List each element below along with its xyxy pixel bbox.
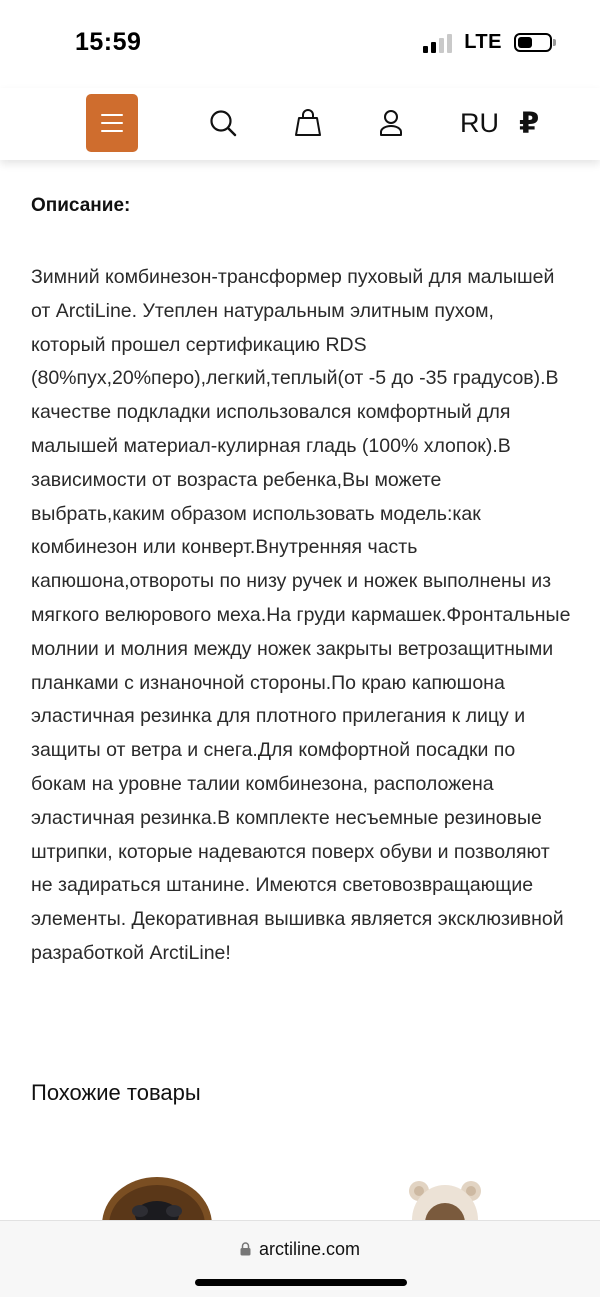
- user-icon: [374, 106, 408, 140]
- site-header: [0, 88, 600, 160]
- similar-products-title: Похожие товары: [31, 1080, 201, 1105]
- battery-icon: [514, 33, 552, 52]
- account-button[interactable]: [374, 106, 408, 140]
- description-text: Зимний комбинезон-трансформер пуховый для малышей от ArctiLine. Утеплен натуральным элитным пухом, который прошел сертификацию RDS (80%пух,20%перо),легкий,теплый(от -5 до -35 градусов).В качестве подкладки использовался комфортный для малышей материал-кулирная гладь (100% хлопок).В зависимости от возраста ребенка,Вы можете выбрать,каким образом использовать модель:как комбинезон или конверт.Внутренняя часть капюшона,отвороты по низу ручек и ножек выполнены из мягкого велюрового меха.На груди кармашек.Фронтальные молнии и молния между ножек закрыты ветрозащитными планками с изнаночной стороны.По краю капюшона эластичная резинка для плотного прилегания к лицу и защиты от ветра и снега.Для комфортной посадки по бокам на уровне талии комбинезона, расположена эластичная резинка.В комплекте несъемные резиновые штрипки, которые надеваются поверх обуви и позволяют не задираться штанине. Имеются световозвращающие элементы. Декоративная вышивка является эксклюзивной разработкой ArctiLine!: [31, 266, 571, 964]
- status-indicators: [423, 31, 552, 54]
- hamburger-menu-icon: [101, 114, 123, 116]
- product-description: [31, 195, 571, 971]
- currency-switcher[interactable]: ₽: [519, 108, 540, 140]
- similar-product-image-2[interactable]: [405, 1175, 485, 1225]
- product-photo-fur-hood: [100, 1175, 215, 1225]
- browser-address-bar[interactable]: [0, 1220, 600, 1297]
- similar-product-image-1[interactable]: [100, 1175, 215, 1225]
- search-button[interactable]: [206, 106, 240, 140]
- signal-icon: [423, 33, 452, 53]
- menu-button[interactable]: [86, 94, 138, 152]
- cart-button[interactable]: [291, 106, 325, 140]
- shopping-bag-icon: [291, 106, 325, 140]
- status-bar: [0, 0, 600, 88]
- home-indicator[interactable]: [195, 1279, 407, 1286]
- network-type: LTE: [464, 31, 502, 53]
- product-photo-bear-hood: [405, 1175, 485, 1225]
- url-text: arctiline.com: [258, 1239, 361, 1259]
- url-display[interactable]: [0, 1239, 600, 1260]
- search-icon: [206, 106, 240, 140]
- description-title: Описание:: [31, 195, 131, 216]
- lock-icon: [240, 1242, 251, 1256]
- status-time: 15:59: [75, 28, 142, 56]
- language-switcher[interactable]: RU: [460, 108, 499, 138]
